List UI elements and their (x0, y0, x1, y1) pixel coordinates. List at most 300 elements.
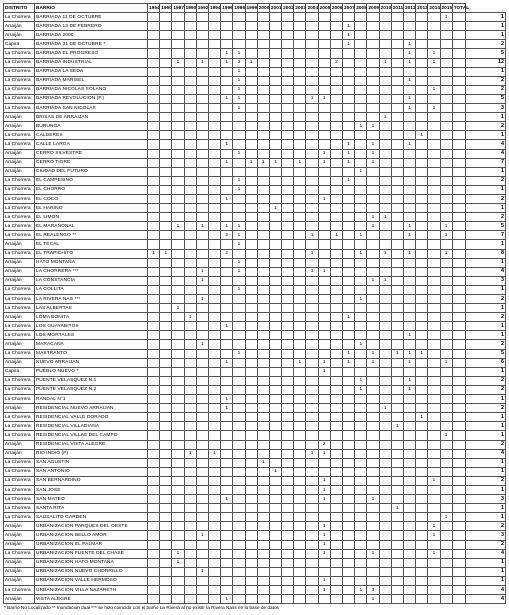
year-count-cell[interactable] (148, 331, 160, 340)
total-cell[interactable]: 4 (466, 586, 506, 595)
year-count-cell[interactable] (440, 385, 452, 394)
year-count-cell[interactable] (343, 122, 355, 131)
year-count-cell[interactable] (172, 385, 184, 394)
year-count-cell[interactable] (269, 404, 281, 413)
year-count-cell[interactable] (343, 504, 355, 513)
year-count-cell[interactable] (391, 149, 403, 158)
year-count-cell[interactable] (379, 31, 391, 40)
column-header[interactable]: 1994 (208, 4, 220, 13)
barrio-cell[interactable]: EL TECAL (35, 240, 148, 249)
year-count-cell[interactable] (245, 595, 257, 604)
year-count-cell[interactable]: 1 (172, 304, 184, 313)
year-count-cell[interactable] (391, 295, 403, 304)
year-count-cell[interactable]: 1 (318, 358, 330, 367)
year-count-cell[interactable] (160, 158, 172, 167)
total-cell[interactable]: 1 (466, 31, 506, 40)
total-cell[interactable]: 2 (466, 385, 506, 394)
year-count-cell[interactable] (245, 85, 257, 94)
year-count-cell[interactable] (379, 467, 391, 476)
year-count-cell[interactable] (416, 385, 428, 394)
year-count-cell[interactable] (208, 222, 220, 231)
year-count-cell[interactable]: 1 (403, 331, 415, 340)
year-count-cell[interactable] (172, 513, 184, 522)
year-count-cell[interactable] (367, 76, 379, 85)
barrio-cell[interactable]: LA CHORRERA *** (35, 267, 148, 276)
year-count-cell[interactable] (428, 567, 440, 576)
year-count-cell[interactable] (184, 331, 196, 340)
year-count-cell[interactable] (391, 122, 403, 131)
year-count-cell[interactable] (367, 176, 379, 185)
year-count-cell[interactable] (257, 31, 269, 40)
year-count-cell[interactable] (269, 531, 281, 540)
year-count-cell[interactable] (221, 331, 233, 340)
year-count-cell[interactable]: 1 (367, 158, 379, 167)
year-count-cell[interactable] (160, 240, 172, 249)
year-count-cell[interactable] (343, 513, 355, 522)
year-count-cell[interactable] (343, 567, 355, 576)
year-count-cell[interactable] (282, 104, 294, 113)
year-count-cell[interactable] (343, 576, 355, 585)
year-count-cell[interactable] (440, 158, 452, 167)
year-count-cell[interactable]: 1 (367, 549, 379, 558)
year-count-cell[interactable] (184, 122, 196, 131)
year-count-cell[interactable] (306, 495, 318, 504)
year-count-cell[interactable] (367, 395, 379, 404)
year-count-cell[interactable] (184, 295, 196, 304)
year-count-cell[interactable] (233, 385, 245, 394)
year-count-cell[interactable] (148, 40, 160, 49)
year-count-cell[interactable] (269, 258, 281, 267)
year-count-cell[interactable] (233, 476, 245, 485)
year-count-cell[interactable] (355, 213, 367, 222)
year-count-cell[interactable] (148, 122, 160, 131)
distrito-cell[interactable]: La Chorrera (4, 94, 35, 103)
year-count-cell[interactable] (367, 58, 379, 67)
year-count-cell[interactable] (184, 76, 196, 85)
barrio-cell[interactable]: SAN AGUSTIN (35, 458, 148, 467)
year-count-cell[interactable]: 1 (306, 449, 318, 458)
year-count-cell[interactable]: 1 (306, 94, 318, 103)
year-count-cell[interactable]: 1 (221, 495, 233, 504)
year-count-cell[interactable] (184, 422, 196, 431)
year-count-cell[interactable] (269, 513, 281, 522)
year-count-cell[interactable] (269, 58, 281, 67)
year-count-cell[interactable] (294, 204, 306, 213)
year-count-cell[interactable] (269, 458, 281, 467)
year-count-cell[interactable]: 1 (403, 231, 415, 240)
year-count-cell[interactable] (269, 49, 281, 58)
year-count-cell[interactable] (269, 285, 281, 294)
year-count-cell[interactable] (257, 222, 269, 231)
year-count-cell[interactable] (355, 276, 367, 285)
year-count-cell[interactable] (391, 140, 403, 149)
total-cell[interactable]: 4 (466, 595, 506, 604)
year-count-cell[interactable] (452, 395, 466, 404)
year-count-cell[interactable]: 1 (318, 194, 330, 203)
year-count-cell[interactable] (355, 76, 367, 85)
year-count-cell[interactable]: 1 (343, 140, 355, 149)
year-count-cell[interactable]: 1 (233, 231, 245, 240)
distrito-cell[interactable]: La Chorrera (4, 231, 35, 240)
year-count-cell[interactable] (282, 385, 294, 394)
year-count-cell[interactable] (148, 413, 160, 422)
year-count-cell[interactable]: 1 (172, 558, 184, 567)
year-count-cell[interactable] (282, 276, 294, 285)
total-cell[interactable]: 1 (466, 322, 506, 331)
year-count-cell[interactable] (391, 231, 403, 240)
year-count-cell[interactable] (160, 113, 172, 122)
distrito-cell[interactable]: La Chorrera (4, 376, 35, 385)
year-count-cell[interactable] (367, 13, 379, 22)
barrio-cell[interactable]: RESIDENCIAL NUEVO ARRAIJAN (35, 404, 148, 413)
year-count-cell[interactable] (306, 122, 318, 131)
year-count-cell[interactable] (318, 49, 330, 58)
year-count-cell[interactable] (452, 158, 466, 167)
year-count-cell[interactable] (160, 385, 172, 394)
year-count-cell[interactable] (330, 258, 342, 267)
barrio-cell[interactable]: URBANIZACION NUEVO CHORRILLO (35, 567, 148, 576)
year-count-cell[interactable] (184, 413, 196, 422)
year-count-cell[interactable] (196, 440, 208, 449)
year-count-cell[interactable] (306, 440, 318, 449)
year-count-cell[interactable] (172, 295, 184, 304)
year-count-cell[interactable] (330, 595, 342, 604)
year-count-cell[interactable]: 1 (428, 549, 440, 558)
year-count-cell[interactable]: 1 (184, 449, 196, 458)
year-count-cell[interactable]: 1 (245, 158, 257, 167)
year-count-cell[interactable] (416, 576, 428, 585)
year-count-cell[interactable] (440, 67, 452, 76)
year-count-cell[interactable] (343, 222, 355, 231)
year-count-cell[interactable] (367, 558, 379, 567)
year-count-cell[interactable]: 1 (208, 449, 220, 458)
column-header[interactable]: 2005 (318, 4, 330, 13)
year-count-cell[interactable] (416, 122, 428, 131)
year-count-cell[interactable] (355, 349, 367, 358)
year-count-cell[interactable] (172, 140, 184, 149)
year-count-cell[interactable] (294, 49, 306, 58)
year-count-cell[interactable] (208, 376, 220, 385)
year-count-cell[interactable]: 1 (318, 94, 330, 103)
year-count-cell[interactable] (196, 558, 208, 567)
year-count-cell[interactable] (306, 167, 318, 176)
year-count-cell[interactable] (148, 140, 160, 149)
year-count-cell[interactable] (416, 104, 428, 113)
year-count-cell[interactable] (221, 586, 233, 595)
year-count-cell[interactable] (196, 395, 208, 404)
year-count-cell[interactable] (148, 204, 160, 213)
year-count-cell[interactable] (269, 194, 281, 203)
year-count-cell[interactable] (416, 522, 428, 531)
year-count-cell[interactable] (318, 458, 330, 467)
year-count-cell[interactable] (208, 485, 220, 494)
year-count-cell[interactable] (355, 504, 367, 513)
year-count-cell[interactable] (294, 222, 306, 231)
year-count-cell[interactable] (452, 531, 466, 540)
year-count-cell[interactable] (269, 504, 281, 513)
year-count-cell[interactable] (330, 31, 342, 40)
year-count-cell[interactable] (379, 458, 391, 467)
year-count-cell[interactable] (379, 304, 391, 313)
year-count-cell[interactable] (367, 322, 379, 331)
year-count-cell[interactable] (245, 31, 257, 40)
barrio-cell[interactable]: BARRIADA 11 DE OCTUBRE (35, 13, 148, 22)
year-count-cell[interactable] (403, 258, 415, 267)
distrito-cell[interactable]: La Chorrera (4, 176, 35, 185)
year-count-cell[interactable] (318, 276, 330, 285)
year-count-cell[interactable] (318, 558, 330, 567)
year-count-cell[interactable] (184, 194, 196, 203)
year-count-cell[interactable] (452, 322, 466, 331)
year-count-cell[interactable] (269, 104, 281, 113)
total-cell[interactable]: 1 (466, 504, 506, 513)
year-count-cell[interactable] (172, 149, 184, 158)
year-count-cell[interactable] (355, 522, 367, 531)
year-count-cell[interactable] (282, 431, 294, 440)
year-count-cell[interactable] (269, 449, 281, 458)
year-count-cell[interactable] (306, 540, 318, 549)
year-count-cell[interactable] (172, 485, 184, 494)
year-count-cell[interactable] (172, 267, 184, 276)
year-count-cell[interactable] (355, 204, 367, 213)
year-count-cell[interactable] (367, 513, 379, 522)
year-count-cell[interactable] (318, 76, 330, 85)
year-count-cell[interactable] (440, 440, 452, 449)
total-cell[interactable]: 6 (466, 358, 506, 367)
year-count-cell[interactable] (452, 222, 466, 231)
year-count-cell[interactable] (343, 49, 355, 58)
year-count-cell[interactable]: 1 (391, 349, 403, 358)
year-count-cell[interactable] (428, 258, 440, 267)
year-count-cell[interactable] (440, 340, 452, 349)
year-count-cell[interactable] (282, 586, 294, 595)
year-count-cell[interactable] (452, 49, 466, 58)
barrio-cell[interactable]: BARRIADA LA SEDA (35, 67, 148, 76)
year-count-cell[interactable]: 1 (403, 385, 415, 394)
year-count-cell[interactable] (440, 40, 452, 49)
year-count-cell[interactable] (245, 476, 257, 485)
year-count-cell[interactable] (355, 158, 367, 167)
year-count-cell[interactable] (428, 304, 440, 313)
year-count-cell[interactable] (440, 94, 452, 103)
year-count-cell[interactable] (245, 49, 257, 58)
year-count-cell[interactable] (282, 222, 294, 231)
year-count-cell[interactable] (282, 258, 294, 267)
year-count-cell[interactable] (294, 176, 306, 185)
year-count-cell[interactable] (367, 422, 379, 431)
year-count-cell[interactable] (343, 295, 355, 304)
year-count-cell[interactable] (440, 404, 452, 413)
year-count-cell[interactable] (294, 540, 306, 549)
year-count-cell[interactable] (416, 213, 428, 222)
year-count-cell[interactable]: 1 (221, 49, 233, 58)
year-count-cell[interactable] (306, 531, 318, 540)
year-count-cell[interactable] (160, 76, 172, 85)
year-count-cell[interactable] (343, 367, 355, 376)
year-count-cell[interactable] (148, 231, 160, 240)
total-cell[interactable]: 2 (466, 376, 506, 385)
year-count-cell[interactable] (440, 449, 452, 458)
year-count-cell[interactable] (184, 222, 196, 231)
year-count-cell[interactable] (196, 85, 208, 94)
year-count-cell[interactable] (343, 458, 355, 467)
year-count-cell[interactable] (184, 586, 196, 595)
year-count-cell[interactable]: 1 (428, 49, 440, 58)
year-count-cell[interactable] (343, 185, 355, 194)
year-count-cell[interactable] (172, 595, 184, 604)
year-count-cell[interactable] (428, 349, 440, 358)
column-header[interactable]: 1954 (148, 4, 160, 13)
year-count-cell[interactable]: 1 (343, 358, 355, 367)
year-count-cell[interactable] (269, 167, 281, 176)
year-count-cell[interactable] (233, 276, 245, 285)
distrito-cell[interactable]: La Chorrera (4, 385, 35, 394)
year-count-cell[interactable] (269, 595, 281, 604)
year-count-cell[interactable]: 1 (343, 31, 355, 40)
year-count-cell[interactable] (403, 304, 415, 313)
year-count-cell[interactable] (245, 331, 257, 340)
year-count-cell[interactable] (416, 322, 428, 331)
year-count-cell[interactable] (318, 13, 330, 22)
year-count-cell[interactable] (196, 522, 208, 531)
year-count-cell[interactable] (172, 176, 184, 185)
year-count-cell[interactable] (208, 504, 220, 513)
year-count-cell[interactable] (330, 540, 342, 549)
year-count-cell[interactable] (160, 449, 172, 458)
year-count-cell[interactable] (428, 558, 440, 567)
year-count-cell[interactable] (391, 331, 403, 340)
year-count-cell[interactable] (416, 94, 428, 103)
barrio-cell[interactable]: BARRIADA EL PROGRESO (35, 49, 148, 58)
year-count-cell[interactable] (355, 358, 367, 367)
year-count-cell[interactable] (452, 576, 466, 585)
year-count-cell[interactable] (294, 485, 306, 494)
distrito-cell[interactable]: La Chorrera (4, 349, 35, 358)
year-count-cell[interactable] (379, 558, 391, 567)
year-count-cell[interactable]: 1 (221, 194, 233, 203)
year-count-cell[interactable] (440, 58, 452, 67)
year-count-cell[interactable] (416, 204, 428, 213)
year-count-cell[interactable] (306, 595, 318, 604)
year-count-cell[interactable] (160, 404, 172, 413)
year-count-cell[interactable] (148, 67, 160, 76)
year-count-cell[interactable] (294, 267, 306, 276)
year-count-cell[interactable] (294, 422, 306, 431)
year-count-cell[interactable] (403, 67, 415, 76)
year-count-cell[interactable] (294, 94, 306, 103)
year-count-cell[interactable] (148, 185, 160, 194)
year-count-cell[interactable] (355, 49, 367, 58)
year-count-cell[interactable] (391, 576, 403, 585)
year-count-cell[interactable] (184, 49, 196, 58)
year-count-cell[interactable] (233, 495, 245, 504)
year-count-cell[interactable] (148, 340, 160, 349)
year-count-cell[interactable] (245, 567, 257, 576)
year-count-cell[interactable] (452, 385, 466, 394)
year-count-cell[interactable] (294, 258, 306, 267)
year-count-cell[interactable] (257, 58, 269, 67)
year-count-cell[interactable] (306, 194, 318, 203)
year-count-cell[interactable] (245, 504, 257, 513)
year-count-cell[interactable] (257, 204, 269, 213)
column-header[interactable]: DISTRITO (4, 4, 35, 13)
year-count-cell[interactable] (318, 404, 330, 413)
year-count-cell[interactable] (160, 58, 172, 67)
year-count-cell[interactable] (196, 586, 208, 595)
year-count-cell[interactable] (245, 258, 257, 267)
year-count-cell[interactable] (269, 385, 281, 394)
year-count-cell[interactable] (355, 131, 367, 140)
year-count-cell[interactable] (379, 340, 391, 349)
year-count-cell[interactable] (391, 67, 403, 76)
year-count-cell[interactable] (330, 122, 342, 131)
year-count-cell[interactable] (355, 285, 367, 294)
year-count-cell[interactable] (330, 313, 342, 322)
year-count-cell[interactable] (306, 22, 318, 31)
year-count-cell[interactable] (269, 340, 281, 349)
year-count-cell[interactable] (294, 376, 306, 385)
total-cell[interactable]: 2 (466, 40, 506, 49)
year-count-cell[interactable] (184, 249, 196, 258)
year-count-cell[interactable] (233, 204, 245, 213)
year-count-cell[interactable]: 1 (403, 349, 415, 358)
year-count-cell[interactable] (196, 158, 208, 167)
year-count-cell[interactable] (416, 140, 428, 149)
year-count-cell[interactable] (172, 458, 184, 467)
year-count-cell[interactable] (330, 567, 342, 576)
year-count-cell[interactable]: 1 (196, 58, 208, 67)
year-count-cell[interactable] (355, 367, 367, 376)
year-count-cell[interactable] (221, 131, 233, 140)
year-count-cell[interactable] (440, 258, 452, 267)
year-count-cell[interactable] (318, 304, 330, 313)
year-count-cell[interactable] (160, 431, 172, 440)
year-count-cell[interactable] (318, 295, 330, 304)
year-count-cell[interactable] (257, 140, 269, 149)
year-count-cell[interactable]: 1 (196, 276, 208, 285)
year-count-cell[interactable] (172, 404, 184, 413)
year-count-cell[interactable] (367, 104, 379, 113)
year-count-cell[interactable] (184, 367, 196, 376)
year-count-cell[interactable] (318, 85, 330, 94)
year-count-cell[interactable] (160, 595, 172, 604)
year-count-cell[interactable] (172, 576, 184, 585)
barrio-cell[interactable]: LOS MORTALES (35, 331, 148, 340)
year-count-cell[interactable] (428, 285, 440, 294)
year-count-cell[interactable] (282, 113, 294, 122)
year-count-cell[interactable] (379, 49, 391, 58)
year-count-cell[interactable]: 1 (391, 422, 403, 431)
year-count-cell[interactable] (391, 185, 403, 194)
year-count-cell[interactable]: 1 (294, 158, 306, 167)
year-count-cell[interactable] (160, 149, 172, 158)
year-count-cell[interactable] (440, 586, 452, 595)
year-count-cell[interactable]: 1 (318, 149, 330, 158)
year-count-cell[interactable] (208, 331, 220, 340)
year-count-cell[interactable] (379, 576, 391, 585)
year-count-cell[interactable] (318, 413, 330, 422)
year-count-cell[interactable] (282, 194, 294, 203)
year-count-cell[interactable] (233, 313, 245, 322)
column-header[interactable]: TOTAL (452, 4, 466, 13)
year-count-cell[interactable] (403, 558, 415, 567)
year-count-cell[interactable] (282, 67, 294, 76)
year-count-cell[interactable] (221, 258, 233, 267)
year-count-cell[interactable] (245, 104, 257, 113)
year-count-cell[interactable] (172, 94, 184, 103)
year-count-cell[interactable] (367, 376, 379, 385)
year-count-cell[interactable] (208, 586, 220, 595)
